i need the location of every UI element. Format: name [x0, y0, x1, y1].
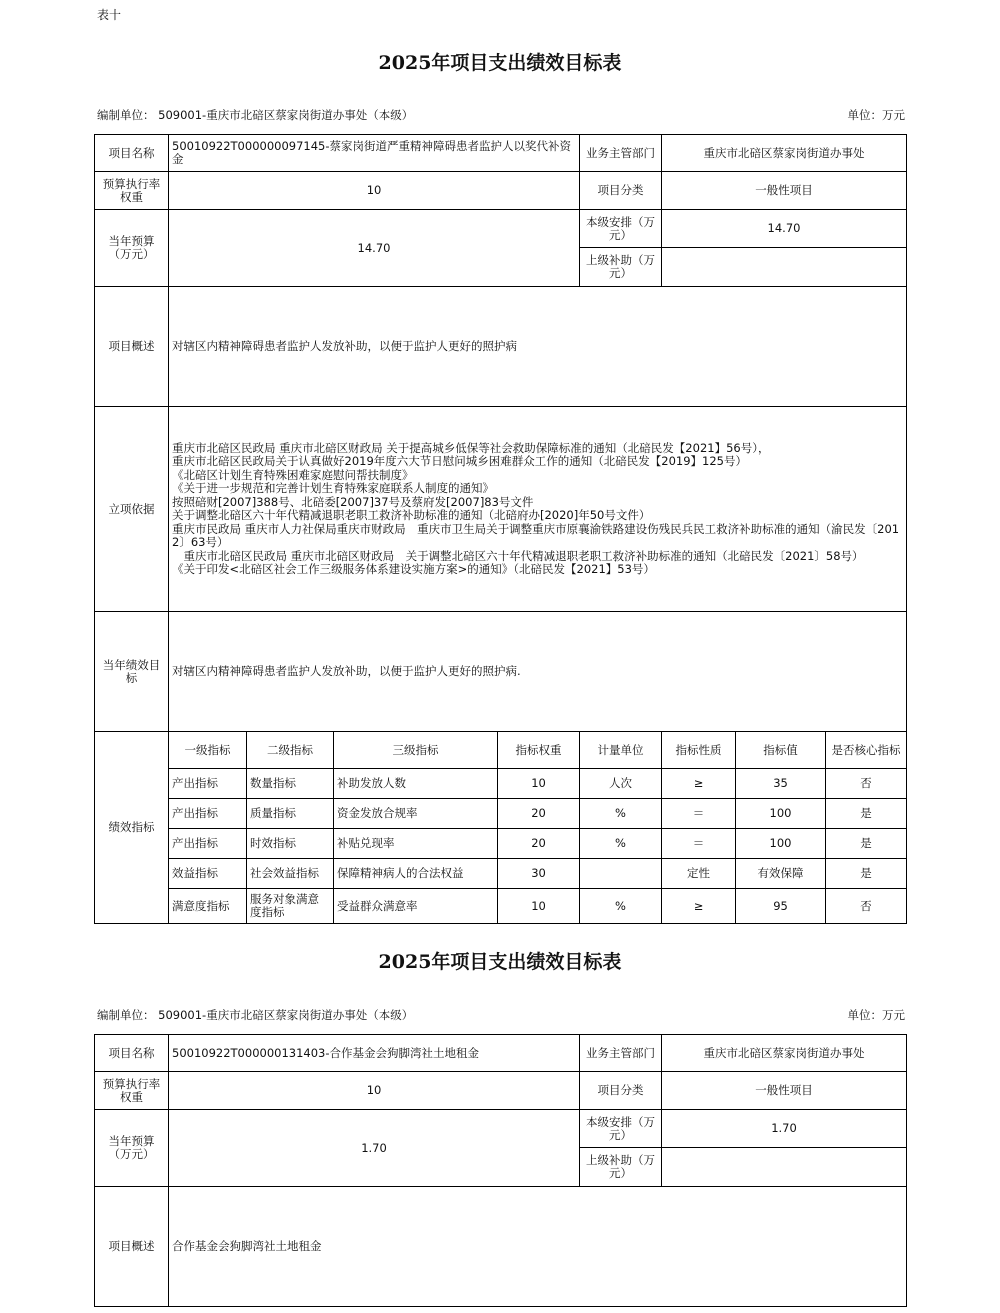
table-row	[95, 889, 907, 924]
unit-name-label: 编制单位：	[97, 1008, 155, 1022]
project-name: 50010922T000000097145-蔡家岗街道严重精神障碍患者监护人以奖代补资金	[169, 135, 580, 172]
basis-item: 重庆市北碚区民政局 重庆市北碚区财政局 关于调整北碚区六十年代精减退职老职工救济补助标准的通知（北碚民发〔2021〕58号）	[172, 548, 864, 563]
indicator-cell: 数量指标	[247, 769, 334, 799]
dept-label: 业务主管部门	[580, 1035, 662, 1072]
basis-item: 重庆市北碚区民政局关于认真做好2019年度六大节日慰问城乡困难群众工作的通知（北碚民发【2019】125号）	[172, 454, 747, 468]
summary-text: 对辖区内精神障碍患者监护人发放补助，以便于监护人更好的照护病	[169, 287, 907, 407]
summary-label: 项目概述	[95, 287, 169, 407]
page-title: 2025年项目支出绩效目标表	[378, 52, 622, 74]
table-row	[95, 859, 907, 889]
summary-text: 合作基金会狗脚湾社土地租金	[169, 1187, 907, 1307]
unit-name: 509001-重庆市北碚区蔡家岗街道办事处（本级）	[158, 108, 414, 122]
indicator-cell: ＝	[662, 799, 736, 829]
indicator-section	[95, 732, 907, 924]
basis-item: 关于调整北碚区六十年代精减退职老职工救济补助标准的通知（北碚府办[2020]年50号文件）	[172, 508, 651, 522]
indicator-cell: 否	[826, 889, 907, 924]
indicator-cell: 产出指标	[169, 769, 247, 799]
dept: 重庆市北碚区蔡家岗街道办事处	[662, 1035, 907, 1072]
indicator-cell: 受益群众满意率	[334, 889, 498, 924]
basis-list	[169, 407, 907, 612]
indicator-cell: 资金发放合规率	[334, 799, 498, 829]
indicator-header: 二级指标	[247, 732, 334, 769]
indicator-cell: ＝	[662, 829, 736, 859]
table-row	[95, 829, 907, 859]
summary-label: 项目概述	[95, 1187, 169, 1307]
indicator-cell: 100	[736, 799, 826, 829]
table-number-label: 表十	[97, 8, 122, 22]
basis-item: 《关于进一步规范和完善计划生育特殊家庭联系人制度的通知》	[172, 481, 494, 495]
upper-funding-value	[662, 1148, 907, 1187]
indicator-cell: %	[580, 889, 662, 924]
indicator-cell: 20	[498, 799, 580, 829]
weight-label: 预算执行率权重	[95, 1072, 169, 1110]
indicator-label: 绩效指标	[95, 732, 169, 924]
category-label: 项目分类	[580, 172, 662, 210]
indicator-cell: 时效指标	[247, 829, 334, 859]
indicator-cell: 有效保障	[736, 859, 826, 889]
budget-label: 当年预算（万元）	[95, 1110, 169, 1187]
indicator-cell: 20	[498, 829, 580, 859]
dept-label: 业务主管部门	[580, 135, 662, 172]
table-row	[95, 769, 907, 799]
indicator-cell: ≥	[662, 889, 736, 924]
own-funding-label: 本级安排（万元）	[580, 1110, 662, 1148]
indicator-cell: ≥	[662, 769, 736, 799]
indicator-cell: 保障精神病人的合法权益	[334, 859, 498, 889]
unit-info-row	[97, 107, 905, 123]
indicator-cell: 满意度指标	[169, 889, 247, 924]
indicator-cell: 35	[736, 769, 826, 799]
performance-target-table	[94, 134, 907, 924]
indicator-cell: %	[580, 829, 662, 859]
indicator-header: 三级指标	[334, 732, 498, 769]
indicator-cell: 100	[736, 829, 826, 859]
goal-text: 对辖区内精神障碍患者监护人发放补助，以便于监护人更好的照护病.	[169, 612, 907, 732]
indicator-header: 是否核心指标	[826, 732, 907, 769]
indicator-cell: 定性	[662, 859, 736, 889]
indicator-header: 指标值	[736, 732, 826, 769]
indicator-header: 指标权重	[498, 732, 580, 769]
currency-unit: 单位：万元	[847, 1008, 905, 1022]
indicator-cell: 补贴兑现率	[334, 829, 498, 859]
weight-value: 10	[169, 1072, 580, 1110]
goal-label: 当年绩效目标	[95, 612, 169, 732]
basis-item: 《关于印发<北碚区社会工作三级服务体系建设实施方案>的通知》（北碚民发【2021】53号）	[172, 562, 655, 576]
indicator-cell: 产出指标	[169, 799, 247, 829]
weight-label: 预算执行率权重	[95, 172, 169, 210]
indicator-cell: 质量指标	[247, 799, 334, 829]
basis-item: 《北碚区计划生育特殊困难家庭慰问帮扶制度》	[172, 467, 414, 482]
indicator-cell: 30	[498, 859, 580, 889]
category-value: 一般性项目	[662, 1072, 907, 1110]
indicator-cell: 社会效益指标	[247, 859, 334, 889]
basis-item: 重庆市民政局 重庆市人力社保局重庆市财政局 重庆市卫生局关于调整重庆市原襄渝铁路建设伤残民兵民工救济补助标准的通知（渝民发〔2012〕63号）	[172, 521, 900, 549]
budget-label: 当年预算（万元）	[95, 210, 169, 287]
category-label: 项目分类	[580, 1072, 662, 1110]
indicator-cell: 补助发放人数	[334, 769, 498, 799]
indicator-header: 计量单位	[580, 732, 662, 769]
indicator-cell: 人次	[580, 769, 662, 799]
category-value: 一般性项目	[662, 172, 907, 210]
own-funding-value: 1.70	[662, 1110, 907, 1148]
indicator-cell: 效益指标	[169, 859, 247, 889]
basis-label: 立项依据	[95, 407, 169, 612]
weight-value: 10	[169, 172, 580, 210]
indicator-cell: 服务对象满意度指标	[247, 889, 334, 924]
dept: 重庆市北碚区蔡家岗街道办事处	[662, 135, 907, 172]
unit-name-label: 编制单位：	[97, 108, 155, 122]
indicator-cell: 是	[826, 799, 907, 829]
indicator-cell: 是	[826, 829, 907, 859]
project-name: 50010922T000000131403-合作基金会狗脚湾社土地租金	[169, 1035, 580, 1072]
unit-name: 509001-重庆市北碚区蔡家岗街道办事处（本级）	[158, 1008, 414, 1022]
indicator-cell: %	[580, 799, 662, 829]
indicator-cell: 是	[826, 859, 907, 889]
budget-value: 14.70	[169, 210, 580, 287]
performance-target-table	[94, 1034, 907, 1307]
own-funding-value: 14.70	[662, 210, 907, 248]
indicator-cell: 10	[498, 769, 580, 799]
page-title: 2025年项目支出绩效目标表	[378, 951, 622, 973]
project-name-label: 项目名称	[95, 135, 169, 172]
own-funding-label: 本级安排（万元）	[580, 210, 662, 248]
indicator-cell: 否	[826, 769, 907, 799]
upper-funding-label: 上级补助（万元）	[580, 248, 662, 287]
table-row	[95, 799, 907, 829]
unit-info-row	[97, 1007, 905, 1023]
project-name-label: 项目名称	[95, 1035, 169, 1072]
upper-funding-value	[662, 248, 907, 287]
indicator-cell: 10	[498, 889, 580, 924]
upper-funding-label: 上级补助（万元）	[580, 1148, 662, 1187]
indicator-header: 指标性质	[662, 732, 736, 769]
basis-item: 重庆市北碚区民政局 重庆市北碚区财政局 关于提高城乡低保等社会救助保障标准的通知（北碚民发【2021】56号），	[172, 440, 770, 455]
indicator-cell: 产出指标	[169, 829, 247, 859]
budget-value: 1.70	[169, 1110, 580, 1187]
indicator-cell: 95	[736, 889, 826, 924]
basis-item: 按照碚财[2007]388号、北碚委[2007]37号及蔡府发[2007]83号文件	[172, 494, 534, 509]
currency-unit: 单位：万元	[847, 108, 905, 122]
indicator-header: 一级指标	[169, 732, 247, 769]
indicator-cell	[580, 859, 662, 889]
